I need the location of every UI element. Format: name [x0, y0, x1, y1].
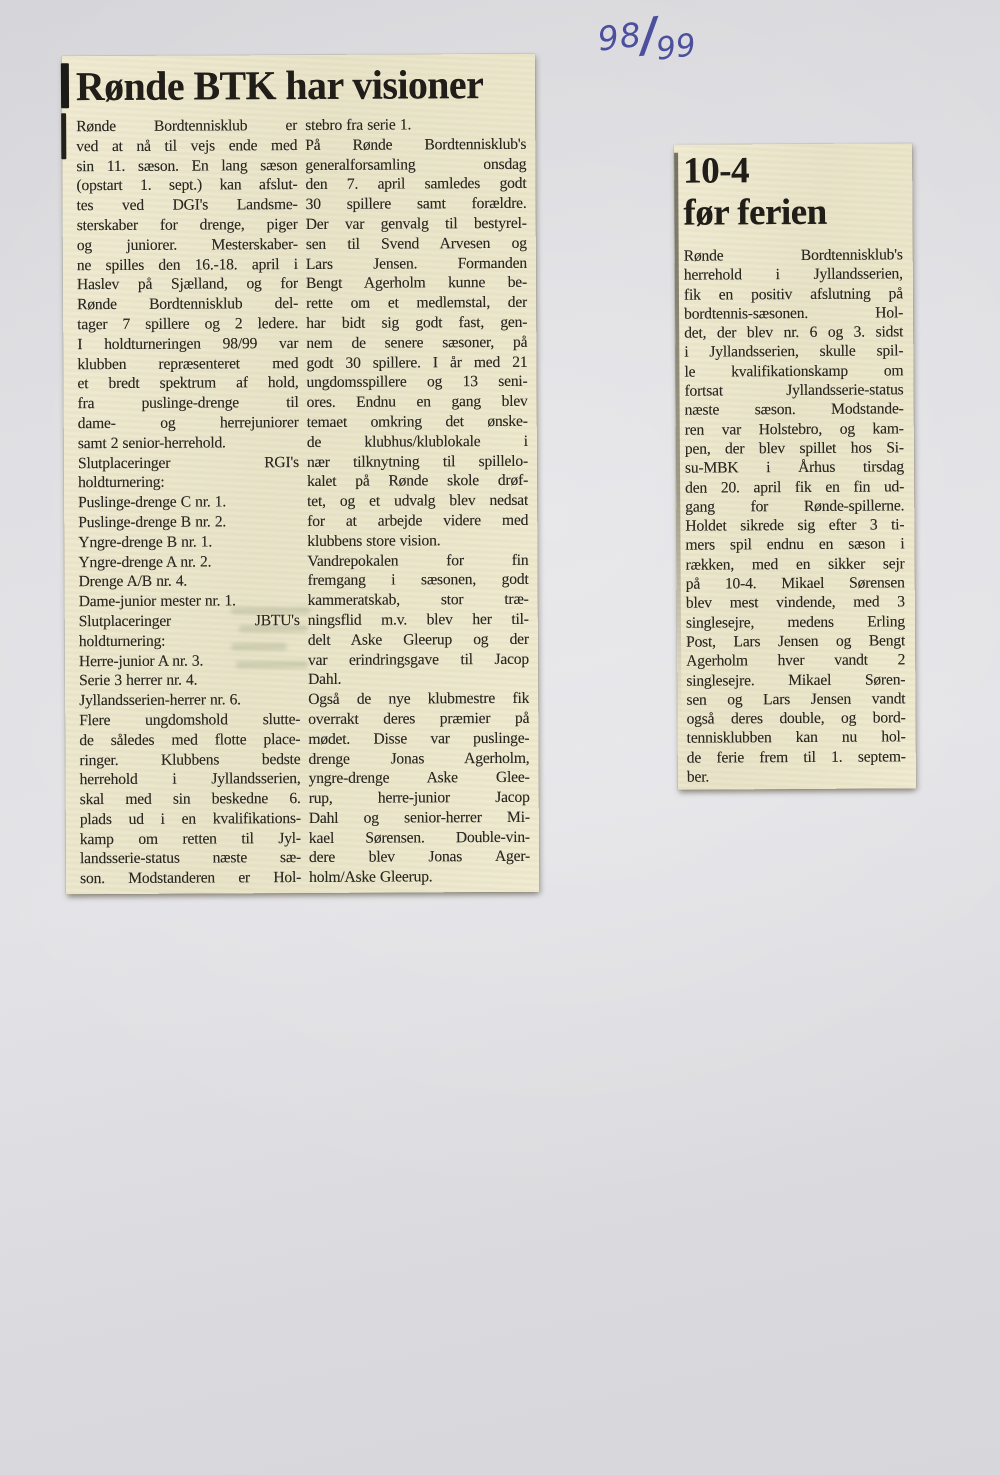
text-line: Vandrepokalen for fin — [307, 551, 529, 570]
text-line: holm/Aske Gleerup. — [309, 868, 433, 887]
clipping2-headline-line1: 10-4 — [683, 150, 750, 192]
clipping2-column — [684, 245, 906, 787]
text-line: fremgang i sæsonen, godt — [307, 571, 529, 590]
text-line: tes ved DGI's Landsme- — [76, 196, 298, 215]
text-line: Dahl og senior-herrer Mi- — [308, 808, 530, 827]
text-line: godt 30 spillere. I år med 21 — [306, 353, 528, 372]
text-line: fortsat Jyllandsserie-status — [684, 381, 904, 400]
text-line: tet, og et udvalg blev nedsat — [307, 491, 529, 511]
text-line: og juniorer. Mesterskaber- — [76, 235, 298, 254]
text-line: den 20. april fik en fin ud- — [685, 477, 905, 497]
text-line: for at arbejde videre med — [307, 511, 529, 530]
text-line: skal med sin beskedne 6. — [79, 790, 301, 809]
text-line: Holdet sikrede sig efter 3 ti- — [685, 516, 905, 535]
text-line: det, der blev nr. 6 og 3. sidst — [684, 323, 904, 342]
text-line: ringer. Klubbens bedste — [79, 750, 301, 769]
text-line: fik en positiv afslutning på — [683, 284, 903, 304]
text-line: Rønde Bordtennisklub's — [683, 246, 903, 265]
text-line: rækken, med en sikker sejr — [685, 555, 905, 574]
text-line: Bengt Agerholm kunne be- — [305, 274, 528, 293]
text-line: singlesejre. Mikael Søren- — [686, 670, 906, 690]
text-line: på 10-4. Mikael Sørensen — [685, 574, 905, 593]
text-line: holdturnering: — [77, 474, 165, 492]
text-line: son. Modstanderen er Hol- — [80, 869, 302, 888]
text-line: ber. — [686, 768, 710, 786]
text-line: de ferie frem til 1. septem- — [686, 748, 906, 767]
text-line: Rønde Bordtennisklub er — [76, 117, 298, 136]
text-line: dere blev Jonas Ager- — [308, 848, 531, 867]
text-line: i Jyllandsserien, skulle spil- — [684, 342, 904, 362]
text-line: sen til Svend Arvesen og — [305, 234, 527, 253]
text-line: Dahl. — [308, 671, 342, 689]
text-line: kael Sørensen. Double-vin- — [308, 828, 530, 847]
newspaper-clipping-10-4 — [674, 143, 916, 789]
text-line: gang for Rønde-spillerne. — [685, 497, 905, 516]
handwritten-year-98: 98 — [595, 14, 644, 59]
text-line: herrehold i Jyllandsserien, — [79, 770, 301, 789]
text-line: generalforsamling onsdag — [305, 155, 527, 174]
print-edge-strip — [674, 153, 681, 718]
text-line: Post, Lars Jensen og Bengt — [686, 632, 906, 651]
text-line: Slutplaceringer RGI's — [77, 453, 299, 472]
text-line: Yngre-drenge A nr. 2. — [78, 552, 212, 571]
clipping1-body — [76, 115, 530, 889]
text-line: kalet på Rønde skole drøf- — [306, 472, 529, 491]
text-line: Herre-junior A nr. 3. — [78, 652, 204, 670]
text-line: ores. Endnu en gang blev — [306, 392, 528, 412]
print-edge-mark — [61, 113, 66, 159]
text-line: tager 7 spillere og 2 ledere. — [77, 314, 299, 334]
text-line: nær tilknytning til spillelo- — [306, 452, 528, 471]
text-line: klubbens store vision. — [307, 532, 441, 550]
text-line: har bidt sig godt fast, gen- — [306, 313, 528, 332]
text-line: Serie 3 herrer nr. 4. — [79, 671, 198, 690]
newspaper-clipping-ronde-btk — [62, 54, 539, 894]
text-line: et bredt spektrum af hold, — [77, 374, 299, 393]
text-line: 30 spillere samt forældre. — [305, 195, 527, 214]
print-edge-mark — [61, 63, 69, 108]
text-line: ungdomsspillere og 13 seni- — [306, 373, 528, 392]
text-line: fra puslinge-drenge til — [77, 394, 299, 413]
text-line: næste sæson. Modstande- — [684, 400, 904, 420]
text-line: kamp om retten til Jyl- — [79, 829, 301, 848]
text-line: ren var Holstebro, og kam- — [684, 420, 904, 439]
text-line: herrehold i Jyllandsserien, — [683, 265, 903, 284]
text-line: le kvalifikationskamp om — [684, 362, 904, 381]
text-line: Der var genvalg til bestyrel- — [305, 214, 527, 233]
text-line: dame- og herrejuniorer — [77, 413, 299, 433]
text-line: Slutplaceringer JBTU's — [78, 611, 300, 631]
text-line: blev mest vindende, med 3 — [685, 593, 905, 613]
text-line: tennisklubben kan nu hol- — [686, 728, 906, 748]
text-line: kammeratskab, stor træ- — [307, 590, 529, 610]
text-line: mers spil endnu en sæson i — [685, 535, 905, 555]
text-line: Agerholm hver vandt 2 — [686, 651, 906, 670]
text-line: rette om et medlemstal, der — [306, 293, 528, 313]
text-line: mødet. Disse var puslinge- — [308, 729, 530, 748]
text-line: Dame-junior mester nr. 1. — [78, 592, 236, 611]
text-line: ne spilles den 16.-18. april i — [76, 255, 298, 274]
text-line: temaet omkring det ønske- — [306, 412, 528, 431]
text-line: den 7. april samledes godt — [305, 175, 527, 194]
handwritten-slash: / — [637, 6, 661, 63]
text-line: ved at nå til vejs ende med — [76, 136, 298, 155]
handwritten-year-99: 99 — [654, 27, 698, 68]
text-line: (opstart 1. sept.) kan afslut- — [76, 176, 298, 195]
text-line: rup, herre-junior Jacop — [308, 788, 530, 808]
text-line: sen og Lars Jensen vandt — [686, 690, 906, 709]
handwritten-season-label — [594, 0, 698, 68]
clipping1-column-2 — [305, 115, 530, 888]
text-line: de således med flotte place- — [79, 730, 301, 749]
text-line: Rønde Bordtennisklub del- — [77, 295, 299, 314]
text-line: singlesejre, medens Erling — [685, 612, 906, 632]
text-line: Jyllandsserien-herrer nr. 6. — [79, 691, 241, 710]
text-line: klubben repræsenteret med — [77, 354, 299, 373]
text-line: su-MBK i Århus tirsdag — [684, 458, 905, 477]
text-line: I holdturneringen 98/99 var — [77, 334, 299, 353]
text-line: ningsflid m.v. blev her til- — [307, 610, 529, 629]
text-line: På Rønde Bordtennisklub's — [305, 135, 527, 154]
text-line: sterskaber for drenge, piger — [76, 215, 298, 235]
clipping1-column-1 — [76, 116, 301, 889]
text-line: bordtennis-sæsonen. Hol- — [684, 304, 904, 323]
text-line: sin 11. sæson. En lang sæson — [76, 156, 298, 175]
text-line: var erindringsgave til Jacop — [307, 650, 530, 669]
text-line: pen, der blev spillet hos Si- — [684, 439, 904, 458]
text-line: delt Aske Gleerup og der — [307, 630, 529, 649]
text-line: holdturnering: — [78, 632, 166, 650]
text-line: Flere ungdomshold slutte- — [79, 710, 301, 730]
text-line: de klubhus/klublokale i — [306, 432, 528, 451]
text-line: samt 2 senior-herrehold. — [77, 434, 226, 452]
clipping2-headline-line2: før ferien — [683, 191, 827, 234]
text-line: Puslinge-drenge C nr. 1. — [78, 493, 227, 512]
text-line: Lars Jensen. Formanden — [305, 254, 527, 273]
text-line: Haslev på Sjælland, og for — [76, 275, 299, 294]
text-line: Puslinge-drenge B nr. 2. — [78, 513, 227, 532]
text-line: stebro fra serie 1. — [305, 116, 412, 134]
text-line: nem de senere sæsoner, på — [306, 333, 528, 352]
text-line: Yngre-drenge B nr. 1. — [78, 533, 213, 551]
text-line: landsserie-status næste sæ- — [79, 849, 302, 868]
text-line: også deres double, og bord- — [686, 709, 906, 728]
text-line: Drenge A/B nr. 4. — [78, 572, 188, 591]
text-line: yngre-drenge Aske Glee- — [308, 769, 530, 788]
clipping1-headline: Rønde BTK har visioner — [75, 61, 484, 110]
text-line: drenge Jonas Agerholm, — [308, 749, 530, 768]
text-line: plads ud i en kvalifikations- — [79, 809, 301, 829]
text-line: overrakt deres præmier på — [308, 709, 530, 728]
text-line: Også de nye klubmestre fik — [308, 689, 530, 709]
